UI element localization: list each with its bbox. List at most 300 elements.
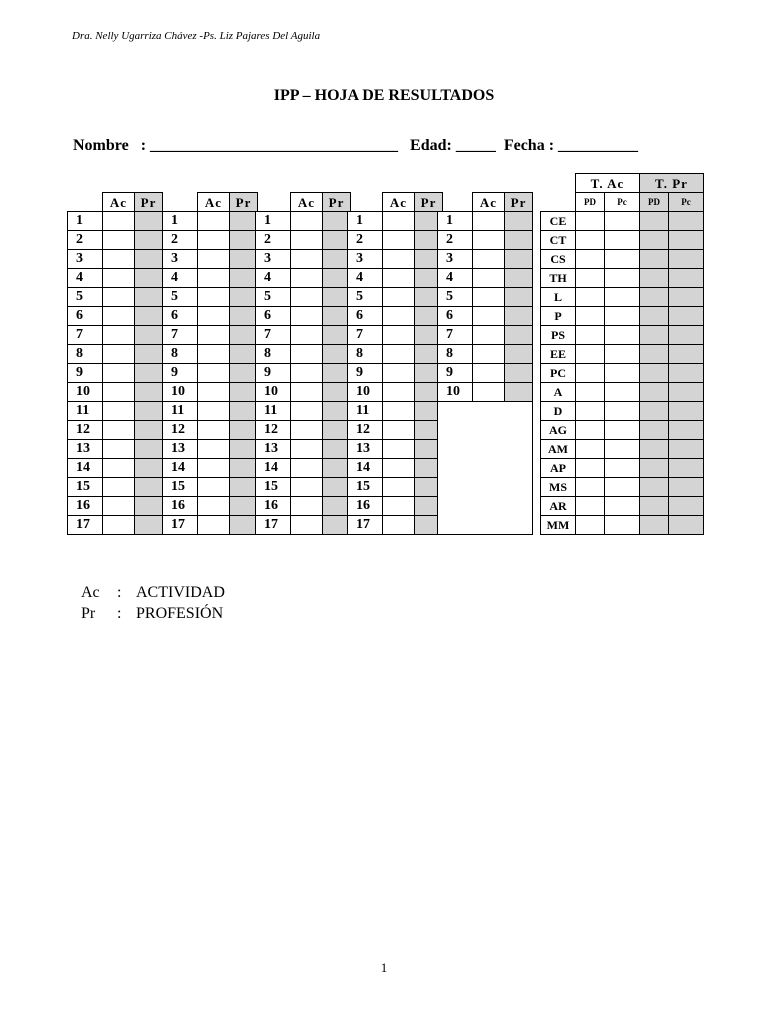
summary-score-cell bbox=[639, 287, 669, 307]
ac-answer-cell bbox=[382, 363, 415, 383]
pr-answer-cell bbox=[229, 344, 258, 364]
item-number: 9 bbox=[162, 363, 198, 383]
ac-answer-cell bbox=[472, 344, 505, 364]
item-number: 3 bbox=[162, 249, 198, 269]
item-number: 7 bbox=[162, 325, 198, 345]
summary-score-cell bbox=[668, 344, 704, 364]
scale-code: CE bbox=[540, 211, 576, 231]
summary-score-cell bbox=[604, 382, 640, 402]
summary-score-cell bbox=[668, 306, 704, 326]
ac-answer-cell bbox=[197, 211, 230, 231]
summary-score-cell bbox=[639, 249, 669, 269]
item-number: 15 bbox=[162, 477, 198, 497]
ac-answer-cell bbox=[290, 287, 323, 307]
summary-score-cell bbox=[639, 515, 669, 535]
summary-score-cell bbox=[604, 211, 640, 231]
scale-code: A bbox=[540, 382, 576, 402]
item-number: 3 bbox=[437, 249, 473, 269]
item-number: 14 bbox=[347, 458, 383, 478]
summary-score-cell bbox=[604, 306, 640, 326]
scale-code: MM bbox=[540, 515, 576, 535]
summary-score-cell bbox=[604, 249, 640, 269]
ac-answer-cell bbox=[382, 496, 415, 516]
item-number: 7 bbox=[437, 325, 473, 345]
ac-answer-cell bbox=[102, 420, 135, 440]
scale-code: CT bbox=[540, 230, 576, 250]
summary-score-cell bbox=[575, 496, 605, 516]
summary-score-cell bbox=[604, 496, 640, 516]
item-number: 6 bbox=[347, 306, 383, 326]
item-number: 10 bbox=[255, 382, 291, 402]
pr-answer-cell bbox=[504, 325, 533, 345]
ac-answer-cell bbox=[197, 420, 230, 440]
summary-score-cell bbox=[604, 458, 640, 478]
item-number: 5 bbox=[347, 287, 383, 307]
summary-score-cell bbox=[668, 458, 704, 478]
ac-answer-cell bbox=[102, 363, 135, 383]
pr-answer-cell bbox=[229, 515, 258, 535]
column-header-pr: Pr bbox=[322, 192, 351, 212]
item-number: 17 bbox=[347, 515, 383, 535]
ac-answer-cell bbox=[197, 496, 230, 516]
ac-answer-cell bbox=[290, 268, 323, 288]
ac-answer-cell bbox=[290, 477, 323, 497]
summary-score-cell bbox=[668, 439, 704, 459]
ac-answer-cell bbox=[197, 515, 230, 535]
summary-score-cell bbox=[575, 268, 605, 288]
ac-answer-cell bbox=[102, 401, 135, 421]
ac-answer-cell bbox=[197, 382, 230, 402]
item-number: 15 bbox=[255, 477, 291, 497]
ac-answer-cell bbox=[102, 496, 135, 516]
item-number: 14 bbox=[67, 458, 103, 478]
ac-answer-cell bbox=[382, 382, 415, 402]
item-number: 12 bbox=[162, 420, 198, 440]
summary-score-cell bbox=[575, 420, 605, 440]
pr-answer-cell bbox=[229, 477, 258, 497]
ac-answer-cell bbox=[197, 363, 230, 383]
summary-score-cell bbox=[668, 230, 704, 250]
item-number: 7 bbox=[255, 325, 291, 345]
ac-answer-cell bbox=[102, 287, 135, 307]
summary-score-cell bbox=[575, 249, 605, 269]
pr-answer-cell bbox=[504, 230, 533, 250]
summary-score-cell bbox=[668, 268, 704, 288]
ac-answer-cell bbox=[472, 230, 505, 250]
legend-separator: : bbox=[117, 605, 122, 622]
pr-answer-cell bbox=[134, 211, 163, 231]
pr-answer-cell bbox=[134, 287, 163, 307]
legend-value: ACTIVIDAD bbox=[136, 584, 225, 601]
summary-score-cell bbox=[639, 401, 669, 421]
item-number: 9 bbox=[67, 363, 103, 383]
pr-answer-cell bbox=[229, 211, 258, 231]
summary-score-cell bbox=[575, 477, 605, 497]
pr-answer-cell bbox=[229, 458, 258, 478]
summary-score-cell bbox=[604, 363, 640, 383]
ac-answer-cell bbox=[290, 344, 323, 364]
summary-score-cell bbox=[575, 306, 605, 326]
ac-answer-cell bbox=[472, 382, 505, 402]
pr-answer-cell bbox=[504, 363, 533, 383]
ac-answer-cell bbox=[102, 477, 135, 497]
scale-code: D bbox=[540, 401, 576, 421]
item-number: 11 bbox=[347, 401, 383, 421]
item-number: 8 bbox=[255, 344, 291, 364]
page-title: IPP – HOJA DE RESULTADOS bbox=[273, 87, 495, 104]
ac-answer-cell bbox=[290, 230, 323, 250]
summary-score-cell bbox=[639, 420, 669, 440]
ac-answer-cell bbox=[197, 325, 230, 345]
item-number: 6 bbox=[67, 306, 103, 326]
summary-subheader: PD bbox=[639, 192, 669, 212]
ac-answer-cell bbox=[197, 477, 230, 497]
pr-answer-cell bbox=[229, 268, 258, 288]
item-number: 1 bbox=[162, 211, 198, 231]
scale-code: AM bbox=[540, 439, 576, 459]
summary-score-cell bbox=[668, 401, 704, 421]
ac-answer-cell bbox=[290, 401, 323, 421]
pr-answer-cell bbox=[504, 287, 533, 307]
item-number: 1 bbox=[67, 211, 103, 231]
pr-answer-cell bbox=[134, 439, 163, 459]
pr-answer-cell bbox=[134, 401, 163, 421]
pr-answer-cell bbox=[229, 401, 258, 421]
item-number: 16 bbox=[347, 496, 383, 516]
ac-answer-cell bbox=[472, 363, 505, 383]
ac-answer-cell bbox=[102, 382, 135, 402]
column-header-pr: Pr bbox=[414, 192, 443, 212]
column-header-pr: Pr bbox=[229, 192, 258, 212]
pr-answer-cell bbox=[504, 268, 533, 288]
ac-answer-cell bbox=[197, 439, 230, 459]
pr-answer-cell bbox=[229, 287, 258, 307]
item-number: 8 bbox=[67, 344, 103, 364]
ac-answer-cell bbox=[290, 458, 323, 478]
ac-answer-cell bbox=[290, 382, 323, 402]
pr-answer-cell bbox=[229, 496, 258, 516]
summary-score-cell bbox=[575, 325, 605, 345]
scale-code: TH bbox=[540, 268, 576, 288]
item-number: 11 bbox=[67, 401, 103, 421]
pr-answer-cell bbox=[229, 363, 258, 383]
item-number: 6 bbox=[437, 306, 473, 326]
ac-answer-cell bbox=[382, 439, 415, 459]
item-number: 4 bbox=[347, 268, 383, 288]
item-number: 13 bbox=[162, 439, 198, 459]
pr-answer-cell bbox=[134, 325, 163, 345]
ac-answer-cell bbox=[472, 306, 505, 326]
ac-answer-cell bbox=[290, 325, 323, 345]
ac-answer-cell bbox=[102, 230, 135, 250]
item-number: 13 bbox=[255, 439, 291, 459]
summary-score-cell bbox=[575, 382, 605, 402]
ac-answer-cell bbox=[102, 439, 135, 459]
summary-score-cell bbox=[575, 344, 605, 364]
pr-answer-cell bbox=[134, 458, 163, 478]
ac-answer-cell bbox=[382, 287, 415, 307]
column-header-pr: Pr bbox=[504, 192, 533, 212]
item-number: 1 bbox=[255, 211, 291, 231]
scale-code: L bbox=[540, 287, 576, 307]
item-number: 10 bbox=[67, 382, 103, 402]
item-number: 12 bbox=[255, 420, 291, 440]
pr-answer-cell bbox=[229, 230, 258, 250]
column-header-ac: Ac bbox=[472, 192, 505, 212]
legend-value: PROFESIÓN bbox=[136, 605, 224, 622]
item-number: 10 bbox=[162, 382, 198, 402]
item-number: 5 bbox=[255, 287, 291, 307]
summary-score-cell bbox=[604, 420, 640, 440]
item-number: 5 bbox=[437, 287, 473, 307]
ac-answer-cell bbox=[472, 268, 505, 288]
item-number: 13 bbox=[347, 439, 383, 459]
summary-score-cell bbox=[604, 287, 640, 307]
ac-answer-cell bbox=[290, 439, 323, 459]
ac-answer-cell bbox=[290, 363, 323, 383]
column-header-ac: Ac bbox=[102, 192, 135, 212]
summary-score-cell bbox=[639, 306, 669, 326]
pr-answer-cell bbox=[134, 477, 163, 497]
item-number: 12 bbox=[67, 420, 103, 440]
summary-header-t-pr: T. Pr bbox=[639, 173, 704, 193]
ac-answer-cell bbox=[102, 249, 135, 269]
ac-answer-cell bbox=[197, 268, 230, 288]
pr-answer-cell bbox=[504, 382, 533, 402]
item-number: 17 bbox=[162, 515, 198, 535]
ac-answer-cell bbox=[197, 458, 230, 478]
summary-score-cell bbox=[575, 363, 605, 383]
summary-score-cell bbox=[575, 439, 605, 459]
item-number: 17 bbox=[67, 515, 103, 535]
pr-answer-cell bbox=[229, 325, 258, 345]
ac-answer-cell bbox=[102, 515, 135, 535]
item-number: 9 bbox=[437, 363, 473, 383]
pr-answer-cell bbox=[504, 306, 533, 326]
ac-answer-cell bbox=[197, 401, 230, 421]
column-header-pr: Pr bbox=[134, 192, 163, 212]
scale-code: EE bbox=[540, 344, 576, 364]
ac-answer-cell bbox=[197, 249, 230, 269]
scale-code: AG bbox=[540, 420, 576, 440]
pr-answer-cell bbox=[134, 515, 163, 535]
ac-answer-cell bbox=[472, 211, 505, 231]
summary-score-cell bbox=[668, 325, 704, 345]
summary-score-cell bbox=[639, 211, 669, 231]
pr-answer-cell bbox=[504, 249, 533, 269]
pr-answer-cell bbox=[229, 439, 258, 459]
pr-answer-cell bbox=[229, 382, 258, 402]
ac-answer-cell bbox=[382, 477, 415, 497]
ac-answer-cell bbox=[472, 325, 505, 345]
scale-code: PS bbox=[540, 325, 576, 345]
item-number: 4 bbox=[437, 268, 473, 288]
item-number: 15 bbox=[67, 477, 103, 497]
summary-score-cell bbox=[639, 477, 669, 497]
item-number: 5 bbox=[162, 287, 198, 307]
summary-score-cell bbox=[604, 268, 640, 288]
pr-answer-cell bbox=[229, 420, 258, 440]
summary-score-cell bbox=[668, 496, 704, 516]
summary-score-cell bbox=[604, 230, 640, 250]
item-number: 10 bbox=[347, 382, 383, 402]
scale-code: MS bbox=[540, 477, 576, 497]
pr-answer-cell bbox=[229, 306, 258, 326]
ac-answer-cell bbox=[197, 344, 230, 364]
summary-score-cell bbox=[668, 382, 704, 402]
ac-answer-cell bbox=[290, 420, 323, 440]
item-number: 15 bbox=[347, 477, 383, 497]
item-number: 7 bbox=[67, 325, 103, 345]
item-number: 4 bbox=[67, 268, 103, 288]
ac-answer-cell bbox=[290, 496, 323, 516]
item-number: 16 bbox=[255, 496, 291, 516]
item-number: 14 bbox=[255, 458, 291, 478]
summary-score-cell bbox=[668, 249, 704, 269]
item-number: 2 bbox=[67, 230, 103, 250]
item-number: 14 bbox=[162, 458, 198, 478]
ac-answer-cell bbox=[382, 211, 415, 231]
summary-score-cell bbox=[639, 363, 669, 383]
ac-answer-cell bbox=[382, 268, 415, 288]
item-number: 1 bbox=[437, 211, 473, 231]
column-header-ac: Ac bbox=[197, 192, 230, 212]
ac-answer-cell bbox=[290, 249, 323, 269]
summary-score-cell bbox=[639, 230, 669, 250]
scale-code: CS bbox=[540, 249, 576, 269]
item-number: 8 bbox=[347, 344, 383, 364]
summary-score-cell bbox=[639, 344, 669, 364]
summary-subheader: Pc bbox=[668, 192, 704, 212]
summary-subheader: Pc bbox=[604, 192, 640, 212]
ac-answer-cell bbox=[472, 249, 505, 269]
summary-score-cell bbox=[575, 401, 605, 421]
pr-answer-cell bbox=[134, 344, 163, 364]
ac-answer-cell bbox=[290, 211, 323, 231]
item-number: 4 bbox=[255, 268, 291, 288]
pr-answer-cell bbox=[134, 496, 163, 516]
summary-score-cell bbox=[575, 211, 605, 231]
ac-answer-cell bbox=[382, 249, 415, 269]
item-number: 2 bbox=[347, 230, 383, 250]
ac-answer-cell bbox=[102, 458, 135, 478]
header-authors: Dra. Nelly Ugarriza Chávez -Ps. Liz Pajares Del Aguila bbox=[72, 30, 321, 42]
pr-answer-cell bbox=[504, 211, 533, 231]
scale-code: P bbox=[540, 306, 576, 326]
summary-score-cell bbox=[639, 439, 669, 459]
ac-answer-cell bbox=[102, 211, 135, 231]
item-number: 12 bbox=[347, 420, 383, 440]
item-number: 2 bbox=[437, 230, 473, 250]
legend-item-profession bbox=[73, 587, 223, 623]
item-number: 2 bbox=[162, 230, 198, 250]
legend-key: Ac bbox=[81, 584, 100, 601]
summary-header-t-ac: T. Ac bbox=[575, 173, 640, 193]
ac-answer-cell bbox=[102, 306, 135, 326]
item-number: 13 bbox=[67, 439, 103, 459]
item-number: 16 bbox=[67, 496, 103, 516]
pr-answer-cell bbox=[134, 268, 163, 288]
summary-score-cell bbox=[668, 420, 704, 440]
summary-score-cell bbox=[575, 230, 605, 250]
summary-score-cell bbox=[604, 515, 640, 535]
item-number: 4 bbox=[162, 268, 198, 288]
info-line: Nombre : _______________________________ Edad: _____ Fecha : __________ bbox=[73, 137, 639, 154]
ac-answer-cell bbox=[197, 287, 230, 307]
item-number: 8 bbox=[437, 344, 473, 364]
summary-subheader: PD bbox=[575, 192, 605, 212]
legend-separator: : bbox=[117, 584, 122, 601]
ac-answer-cell bbox=[102, 268, 135, 288]
ac-answer-cell bbox=[382, 420, 415, 440]
item-number: 6 bbox=[162, 306, 198, 326]
pr-answer-cell bbox=[134, 249, 163, 269]
item-number: 5 bbox=[67, 287, 103, 307]
item-number: 6 bbox=[255, 306, 291, 326]
ac-answer-cell bbox=[382, 401, 415, 421]
item-number: 2 bbox=[255, 230, 291, 250]
summary-score-cell bbox=[668, 363, 704, 383]
ac-answer-cell bbox=[382, 515, 415, 535]
item-number: 1 bbox=[347, 211, 383, 231]
summary-score-cell bbox=[604, 325, 640, 345]
item-number: 11 bbox=[255, 401, 291, 421]
empty-box bbox=[437, 401, 533, 535]
pr-answer-cell bbox=[134, 420, 163, 440]
summary-score-cell bbox=[639, 268, 669, 288]
ac-answer-cell bbox=[382, 306, 415, 326]
ac-answer-cell bbox=[197, 230, 230, 250]
ac-answer-cell bbox=[472, 287, 505, 307]
ac-answer-cell bbox=[197, 306, 230, 326]
ac-answer-cell bbox=[102, 325, 135, 345]
pr-answer-cell bbox=[134, 382, 163, 402]
item-number: 10 bbox=[437, 382, 473, 402]
summary-score-cell bbox=[575, 515, 605, 535]
summary-score-cell bbox=[668, 287, 704, 307]
pr-answer-cell bbox=[229, 249, 258, 269]
item-number: 3 bbox=[347, 249, 383, 269]
summary-score-cell bbox=[575, 458, 605, 478]
summary-score-cell bbox=[639, 458, 669, 478]
summary-score-cell bbox=[668, 477, 704, 497]
summary-score-cell bbox=[604, 477, 640, 497]
ac-answer-cell bbox=[102, 344, 135, 364]
item-number: 9 bbox=[255, 363, 291, 383]
summary-score-cell bbox=[604, 401, 640, 421]
ac-answer-cell bbox=[382, 230, 415, 250]
column-header-ac: Ac bbox=[290, 192, 323, 212]
item-number: 9 bbox=[347, 363, 383, 383]
ac-answer-cell bbox=[382, 325, 415, 345]
summary-score-cell bbox=[604, 344, 640, 364]
column-header-ac: Ac bbox=[382, 192, 415, 212]
ac-answer-cell bbox=[290, 515, 323, 535]
ac-answer-cell bbox=[382, 344, 415, 364]
scale-code: AP bbox=[540, 458, 576, 478]
summary-score-cell bbox=[639, 325, 669, 345]
page-number: 1 bbox=[380, 960, 388, 975]
summary-score-cell bbox=[639, 496, 669, 516]
item-number: 3 bbox=[255, 249, 291, 269]
item-number: 17 bbox=[255, 515, 291, 535]
item-number: 8 bbox=[162, 344, 198, 364]
pr-answer-cell bbox=[134, 363, 163, 383]
summary-score-cell bbox=[668, 211, 704, 231]
pr-answer-cell bbox=[504, 344, 533, 364]
ac-answer-cell bbox=[382, 458, 415, 478]
item-number: 11 bbox=[162, 401, 198, 421]
